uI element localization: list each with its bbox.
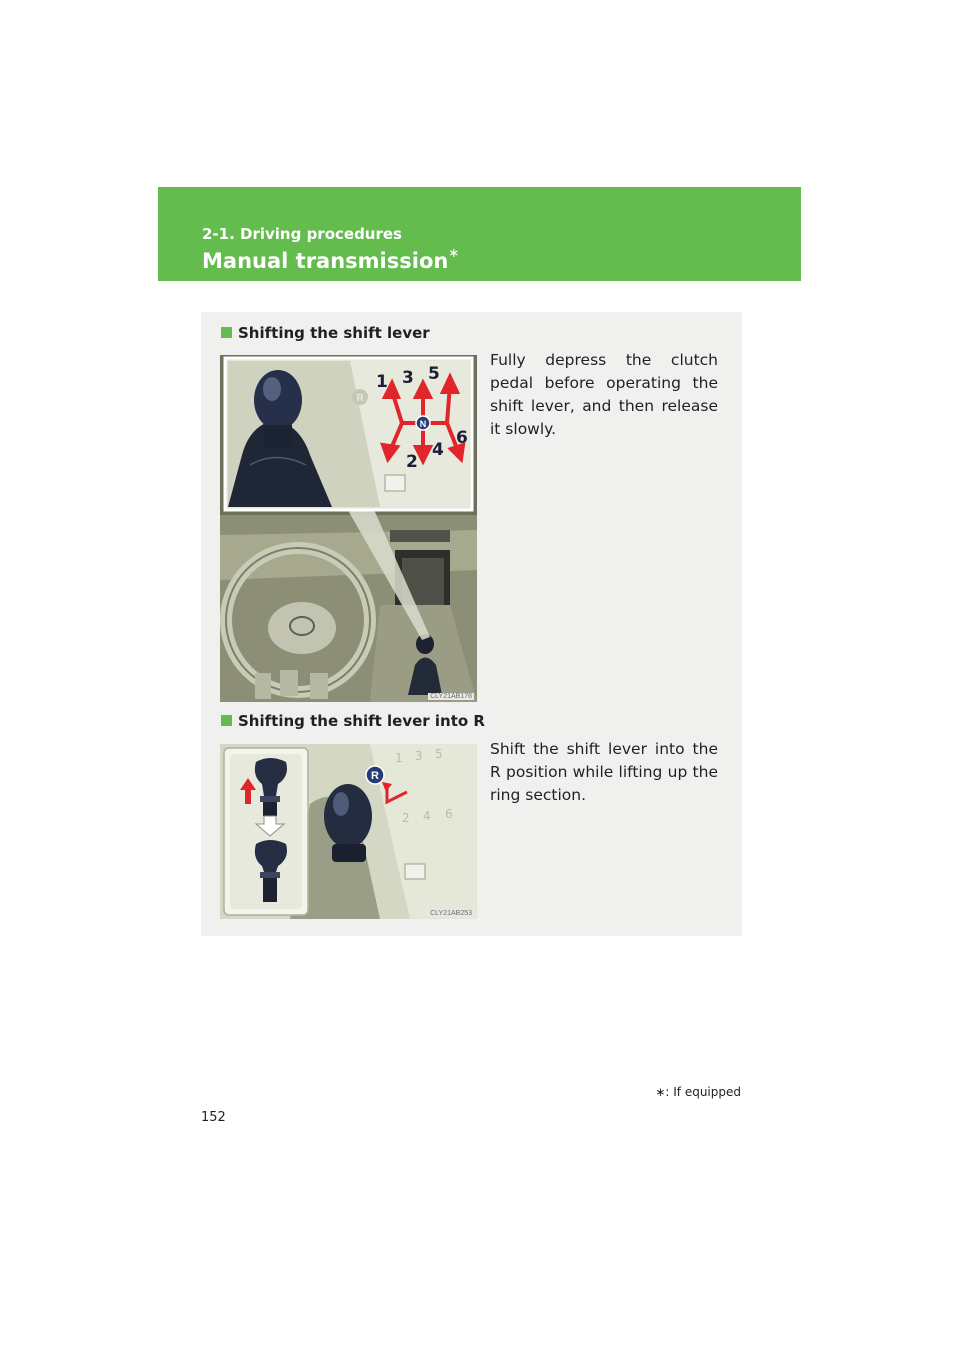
footnote: ∗: If equipped: [655, 1085, 741, 1099]
gear-3-label: 3: [402, 368, 414, 388]
gear-4-label: 4: [432, 440, 444, 460]
svg-text:2: 2: [402, 811, 410, 825]
square-bullet-icon: [221, 327, 232, 338]
shift-pattern-illustration: [220, 355, 477, 702]
svg-text:1: 1: [395, 751, 403, 765]
content-panel: [201, 312, 742, 936]
figure-code: CLY21AB176: [430, 693, 472, 700]
page-number: 152: [201, 1110, 226, 1125]
equipped-mark: ∗: [448, 246, 460, 261]
instruction-text-shifting: Fully depress the clutch pedal before operating the shift lever, and then release it slowly.: [490, 351, 718, 438]
gear-r-faint-label: R: [356, 393, 364, 404]
page-title-text: Manual transmission: [202, 249, 449, 273]
subheading-shifting-text: Shifting the shift lever: [238, 324, 430, 342]
page-title: [202, 246, 460, 273]
shift-pattern-svg: [220, 355, 477, 702]
reverse-shift-illustration: [220, 744, 477, 919]
svg-text:4: 4: [423, 809, 431, 823]
subheading-shift-into-r: [221, 712, 485, 730]
figure-code: CLY21AB253: [430, 910, 472, 917]
gear-2-label: 2: [406, 452, 418, 472]
reverse-shift-svg: [220, 744, 477, 919]
gear-5-label: 5: [428, 364, 440, 384]
subheading-shift-into-r-text: Shifting the shift lever into R: [238, 712, 485, 730]
subheading-shifting: [221, 324, 430, 342]
svg-text:3: 3: [415, 749, 423, 763]
svg-text:5: 5: [435, 747, 443, 761]
gear-6-label: 6: [456, 428, 468, 448]
instruction-text-shift-into-r: Shift the shift lever into the R position while lifting up the ring section.: [490, 740, 718, 804]
gear-n-label: N: [419, 419, 427, 429]
gear-r-label: R: [371, 770, 379, 782]
section-label: 2-1. Driving procedures: [202, 225, 402, 243]
square-bullet-icon: [221, 715, 232, 726]
gear-1-label: 1: [376, 372, 388, 392]
svg-text:6: 6: [445, 807, 453, 821]
chapter-header: [158, 187, 801, 281]
